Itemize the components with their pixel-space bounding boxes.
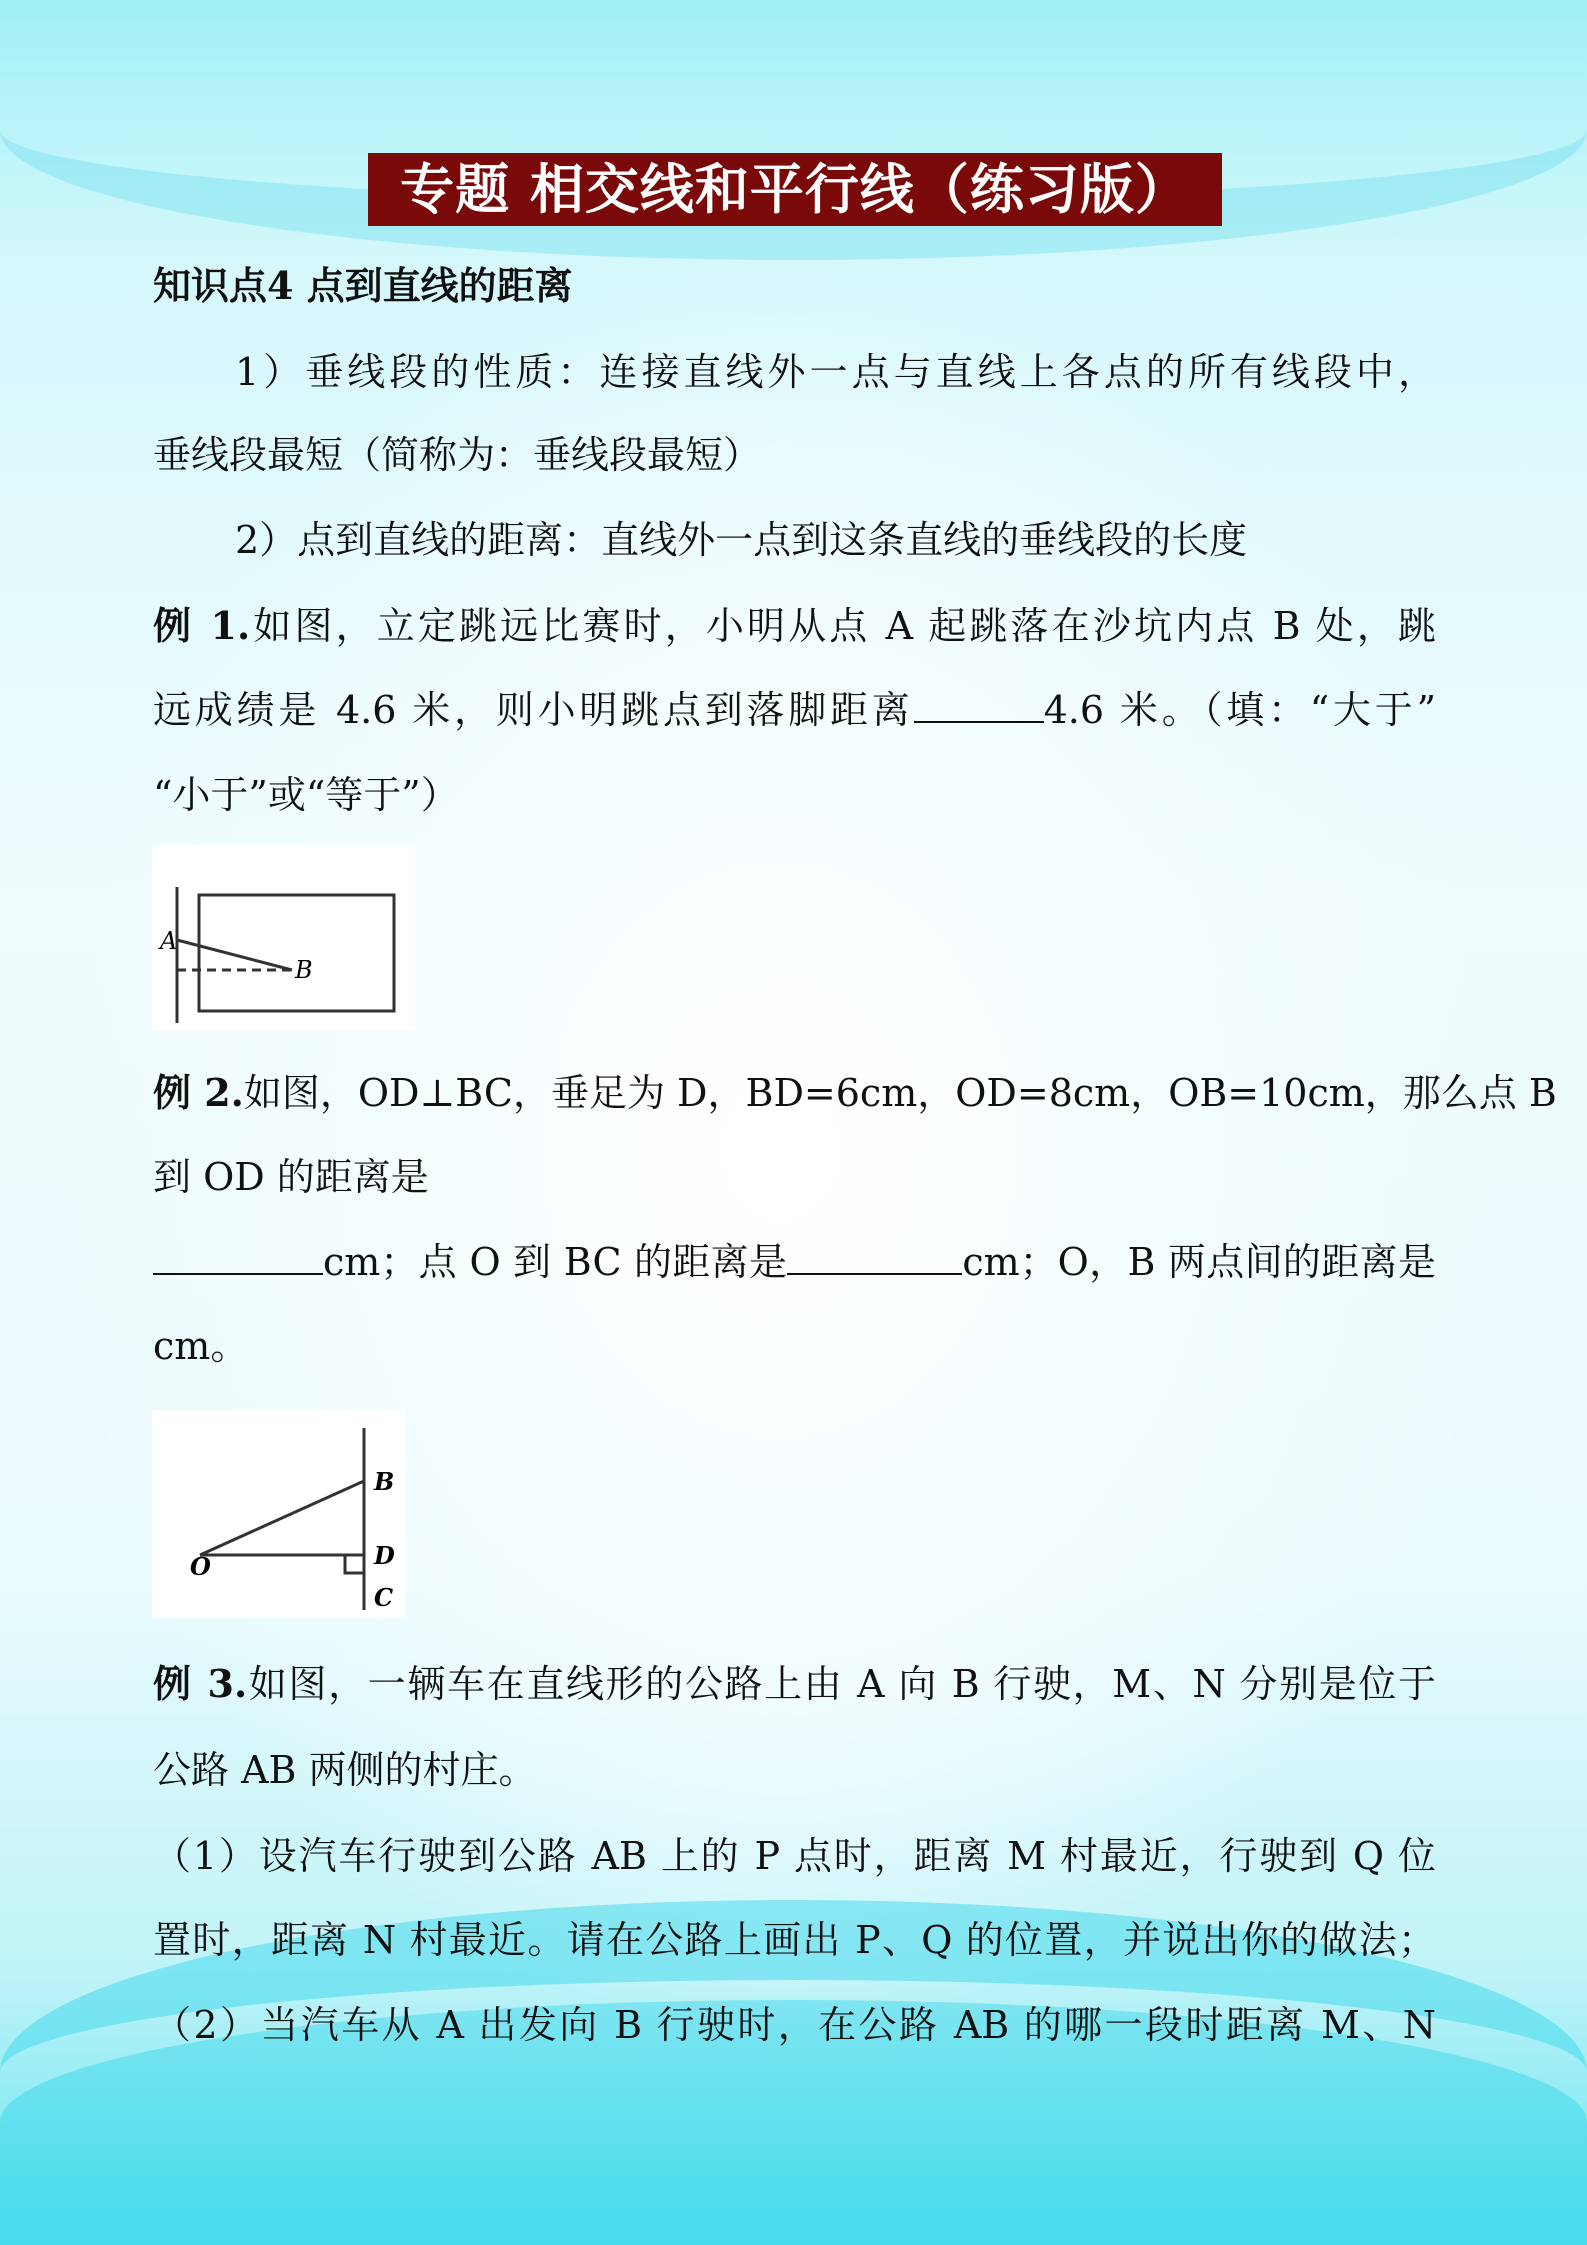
answer-blank[interactable] bbox=[787, 1233, 962, 1275]
example-text: 如图，立定跳远比赛时，小明从点 A 起跳落在沙坑内点 B 处，跳 bbox=[250, 604, 1437, 648]
example-text: 如图，OD⊥BC，垂足为 D，BD=6cm，OD=8cm，OB=10cm，那么点 B bbox=[243, 1071, 1557, 1115]
example-3-line: 公路 AB 两侧的村庄。 bbox=[153, 1748, 537, 1792]
point-label-a: A bbox=[160, 927, 178, 955]
example-text: 4.6 米。（填：“大于” bbox=[1043, 688, 1437, 732]
example-text: 远成绩是 4.6 米，则小明跳点到落脚距离 bbox=[153, 688, 914, 732]
example-1-line bbox=[153, 596, 1436, 656]
paragraph: 1）垂线段的性质：连接直线外一点与直线上各点的所有线段中， bbox=[235, 350, 1436, 394]
example-label: 例 2. bbox=[153, 1070, 244, 1115]
point-label-b: B bbox=[295, 956, 313, 984]
example-2-line: cm。 bbox=[153, 1324, 249, 1368]
example-text: 如图，一辆车在直线形的公路上由 A 向 B 行驶，M、N 分别是位于 bbox=[247, 1662, 1436, 1706]
section-heading: 知识点4 点到直线的距离 bbox=[153, 263, 573, 308]
example-1-line: “小于”或“等于”） bbox=[153, 773, 459, 817]
example-3-line: （2）当汽车从 A 出发向 B 行驶时，在公路 AB 的哪一段时距离 M、N bbox=[153, 2003, 1436, 2047]
example-1-line bbox=[153, 680, 1436, 740]
answer-blank[interactable] bbox=[914, 681, 1044, 723]
paragraph: 2）点到直线的距离：直线外一点到这条直线的垂线段的长度 bbox=[235, 518, 1248, 562]
point-label-c: C bbox=[374, 1583, 394, 1612]
example-label: 例 3. bbox=[153, 1661, 248, 1706]
example-2-line bbox=[153, 1063, 1557, 1123]
point-label-b: B bbox=[374, 1467, 395, 1496]
perpendicular-figure bbox=[152, 1410, 405, 1618]
example-3-line bbox=[153, 1654, 1436, 1714]
point-label-o: O bbox=[190, 1552, 211, 1581]
example-text: cm；点 O 到 BC 的距离是 bbox=[323, 1240, 788, 1284]
example-3-line: 置时，距离 N 村最近。请在公路上画出 P、Q 的位置，并说出你的做法； bbox=[153, 1918, 1436, 1962]
example-text: cm；O，B 两点间的距离是 bbox=[962, 1240, 1436, 1284]
page-title: 专题 相交线和平行线（练习版） bbox=[368, 153, 1222, 226]
paragraph: 垂线段最短（简称为：垂线段最短） bbox=[153, 433, 762, 477]
long-jump-figure bbox=[152, 845, 415, 1031]
point-label-d: D bbox=[374, 1541, 395, 1570]
example-label: 例 1. bbox=[153, 603, 251, 648]
example-2-line bbox=[153, 1232, 1436, 1292]
example-3-line: （1）设汽车行驶到公路 AB 上的 P 点时，距离 M 村最近，行驶到 Q 位 bbox=[153, 1834, 1436, 1878]
example-2-line: 到 OD 的距离是 bbox=[153, 1155, 429, 1199]
answer-blank[interactable] bbox=[153, 1233, 323, 1275]
